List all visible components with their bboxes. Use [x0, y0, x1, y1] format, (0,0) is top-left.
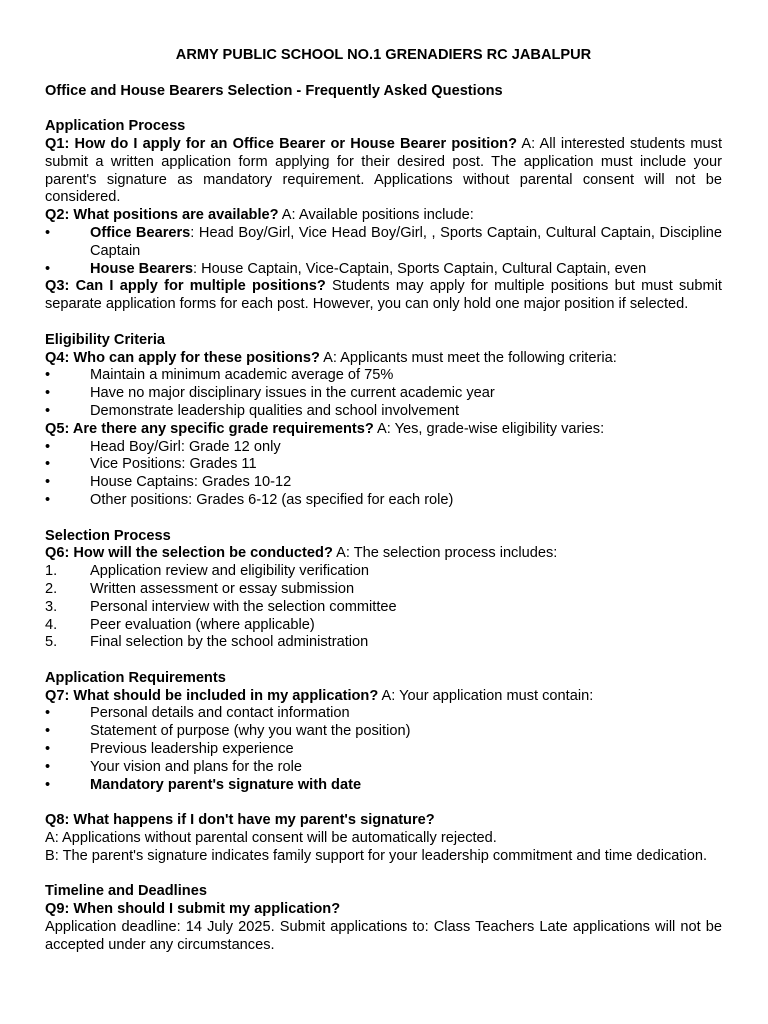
list-item	[45, 599, 722, 617]
position-list-text: : Head Boy/Girl, Vice Head Boy/Girl, , Sports Captain, Cultural Captain, Discipline Captain	[90, 224, 722, 259]
position-category: Office Bearers	[90, 224, 191, 241]
answer-text: A: Available positions include:	[278, 207, 474, 224]
step-number: 4.	[45, 616, 58, 633]
list-item	[45, 617, 722, 635]
list-item	[45, 225, 722, 261]
list-item	[45, 723, 722, 741]
list-item	[45, 474, 722, 492]
section-heading-timeline: Timeline and Deadlines	[45, 883, 207, 900]
bullet-marker: •	[45, 741, 51, 758]
answer-text: A: All interested students must submit a written application form applying for their desired post. The application must include your parent's signature as mandatory requirement. Applications without parental consent will not be considered.	[45, 135, 722, 206]
section-heading-requirements: Application Requirements	[45, 669, 226, 686]
list-item-text: Final selection by the school administration	[90, 634, 369, 651]
list-item-text: Personal interview with the selection committee	[90, 598, 397, 615]
list-item-text: Mandatory parent's signature with date	[90, 776, 362, 793]
question-text: Q5: Are there any specific grade requirements?	[45, 420, 374, 437]
list-item-text: Written assessment or essay submission	[90, 580, 355, 597]
section-heading-application-process: Application Process	[45, 118, 186, 135]
position-category: House Bearers	[90, 260, 194, 277]
bullet-marker: •	[45, 491, 51, 508]
list-item-text: Previous leadership experience	[90, 741, 294, 758]
question-text: Q4: Who can apply for these positions?	[45, 349, 320, 366]
bullet-marker: •	[45, 776, 51, 793]
step-number: 5.	[45, 634, 58, 651]
list-item-text: Application review and eligibility verification	[90, 563, 370, 580]
list-item	[45, 439, 722, 457]
list-item	[45, 634, 722, 652]
list-item	[45, 385, 722, 403]
answer-text: A: Yes, grade-wise eligibility varies:	[373, 420, 605, 437]
question-text: Q2: What positions are available?	[45, 207, 279, 224]
position-list-text: : House Captain, Vice-Captain, Sports Captain, Cultural Captain, even	[193, 260, 647, 277]
question-text: Q1: How do I apply for an Office Bearer or House Bearer position?	[45, 135, 518, 152]
step-number: 1.	[45, 563, 58, 580]
list-item	[45, 759, 722, 777]
answer-text: A: Applicants must meet the following criteria:	[319, 349, 617, 366]
list-item-text: Maintain a minimum academic average of 75%	[90, 367, 394, 384]
section-heading-eligibility: Eligibility Criteria	[45, 331, 166, 348]
list-item	[45, 741, 722, 759]
document-title: Office and House Bearers Selection - Frequently Asked Questions	[45, 82, 503, 99]
positions-list	[45, 225, 722, 278]
bullet-marker: •	[45, 438, 51, 455]
list-item	[45, 367, 722, 385]
list-item-text: Peer evaluation (where applicable)	[90, 616, 315, 633]
bullet-marker: •	[45, 456, 51, 473]
list-item-text: Demonstrate leadership qualities and school involvement	[90, 402, 460, 419]
bullet-marker: •	[45, 758, 51, 775]
faq-q9-answer: Application deadline: 14 July 2025. Submit applications to: Class Teachers Late applications will not be accepted under any circumstances.	[45, 919, 722, 953]
answer-text: A: The selection process includes:	[332, 545, 558, 562]
list-item-text: Head Boy/Girl: Grade 12 only	[90, 438, 281, 455]
faq-q4	[45, 350, 722, 368]
list-item	[45, 492, 722, 510]
step-number: 2.	[45, 580, 58, 597]
list-item	[45, 777, 722, 795]
faq-q7	[45, 688, 722, 706]
question-text: Q6: How will the selection be conducted?	[45, 545, 333, 562]
list-item-text: Personal details and contact information	[90, 705, 350, 722]
section-heading-selection: Selection Process	[45, 527, 171, 544]
question-text: Q3: Can I apply for multiple positions?	[45, 278, 326, 295]
faq-q9-question: Q9: When should I submit my application?	[45, 901, 341, 918]
bullet-marker: •	[45, 474, 51, 491]
criteria-list	[45, 367, 722, 420]
bullet-marker: •	[45, 385, 51, 402]
faq-q2	[45, 207, 722, 225]
faq-q8-question: Q8: What happens if I don't have my parent's signature?	[45, 812, 435, 829]
bullet-marker: •	[45, 367, 51, 384]
faq-q6	[45, 545, 722, 563]
grades-list	[45, 439, 722, 510]
answer-text: A: Your application must contain:	[378, 687, 594, 704]
list-item	[45, 705, 722, 723]
list-item-text: Have no major disciplinary issues in the current academic year	[90, 385, 495, 402]
selection-steps-list	[45, 563, 722, 652]
list-item-text: Your vision and plans for the role	[90, 758, 303, 775]
bullet-marker: •	[45, 224, 51, 241]
faq-q1	[45, 136, 722, 207]
school-name: ARMY PUBLIC SCHOOL NO.1 GRENADIERS RC JABALPUR	[175, 47, 592, 63]
list-item-text: Vice Positions: Grades 11	[90, 456, 257, 473]
faq-q8-answer-a: A: Applications without parental consent will be automatically rejected.	[45, 830, 497, 847]
list-item	[45, 403, 722, 421]
faq-q5	[45, 421, 722, 439]
list-item-text: House Captains: Grades 10-12	[90, 474, 292, 491]
answer-text: Students may apply for multiple positions but must submit separate application forms for each post. However, you can only hold one major position if selected.	[45, 278, 722, 313]
faq-q8-answer-b: B: The parent's signature indicates family support for your leadership commitment and time dedication.	[45, 847, 707, 864]
bullet-marker: •	[45, 723, 51, 740]
list-item	[45, 563, 722, 581]
faq-q3	[45, 278, 722, 314]
list-item	[45, 261, 722, 279]
bullet-marker: •	[45, 402, 51, 419]
question-text: Q7: What should be included in my application?	[45, 687, 379, 704]
document-content	[45, 47, 722, 955]
list-item-text: Other positions: Grades 6-12 (as specified for each role)	[90, 491, 454, 508]
bullet-marker: •	[45, 260, 51, 277]
requirements-list	[45, 705, 722, 794]
step-number: 3.	[45, 598, 58, 615]
list-item	[45, 581, 722, 599]
list-item	[45, 456, 722, 474]
bullet-marker: •	[45, 705, 51, 722]
list-item-text: Statement of purpose (why you want the position)	[90, 723, 411, 740]
